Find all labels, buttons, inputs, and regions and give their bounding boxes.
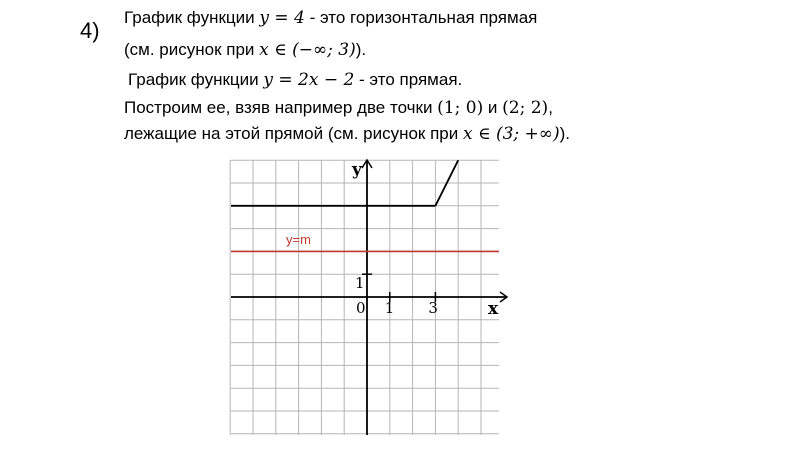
point-1: (1; 0) — [437, 98, 484, 118]
y-tick-label-1: 1 — [355, 274, 365, 292]
x-axis-label: x — [488, 299, 499, 319]
interval-right: x ∈ (3; +∞) — [462, 124, 560, 144]
text-line-4-a: Построим ее, взяв например две точки — [124, 98, 438, 117]
x-tick-label-3: 3 — [428, 299, 438, 317]
text-line-5-b: ). — [559, 124, 570, 143]
text-line-4-b: , — [548, 98, 553, 117]
text-line-3-b: - это прямая. — [354, 70, 463, 89]
text-line-2-b: ). — [355, 40, 367, 59]
interval-left: x ∈ (−∞; 3) — [259, 40, 356, 60]
task-number: 4) — [80, 18, 100, 43]
text-line-1-b: - это горизонтальная прямая — [304, 8, 538, 27]
text-line-4-mid: и — [483, 98, 503, 117]
axes — [231, 160, 507, 435]
text-line-3-a: График функции — [128, 70, 264, 89]
text-line-5-a: лежащие на этой прямой (см. рисунок при — [124, 124, 463, 143]
point-2: (2; 2) — [502, 98, 549, 118]
formula-y-equals-2x-minus-2: y = 2x − 2 — [263, 70, 355, 90]
text-line-1-a: График функции — [124, 8, 260, 27]
origin-label: 0 — [356, 299, 366, 317]
formula-y-equals-4: y = 4 — [259, 8, 305, 28]
y-axis-label: y — [352, 160, 362, 180]
x-tick-label-1: 1 — [384, 299, 395, 317]
parameter-line-label: y=m — [286, 232, 311, 247]
axis-labels — [286, 160, 499, 319]
text-line-2-a: (см. рисунок при — [124, 40, 260, 59]
